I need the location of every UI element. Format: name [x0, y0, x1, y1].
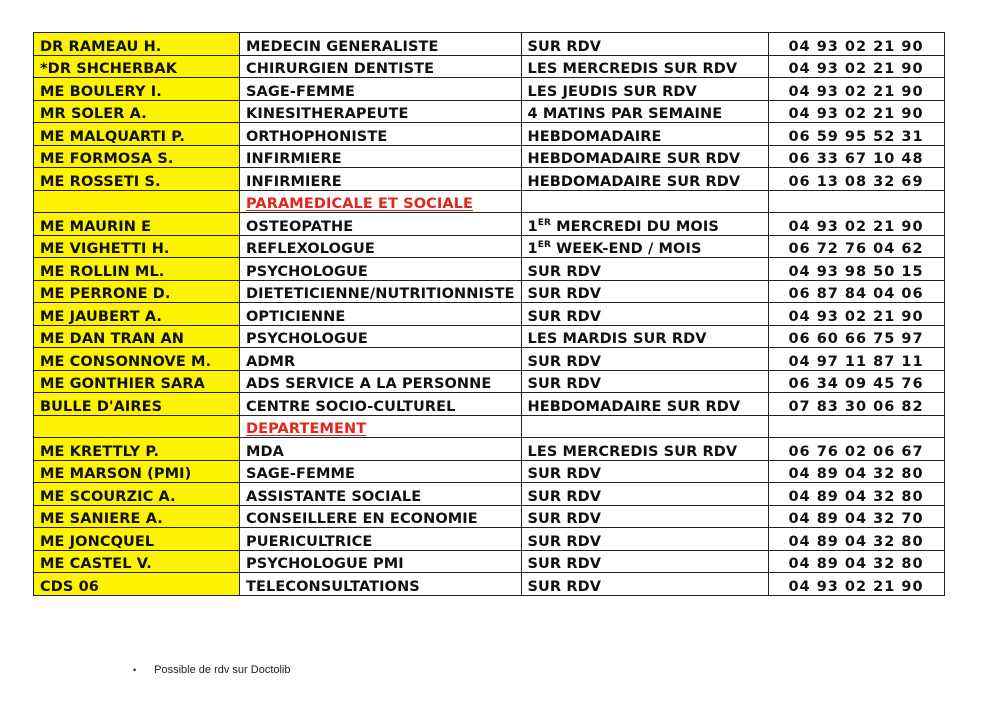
phone-cell: 04 93 02 21 90 [768, 55, 944, 78]
table-row [34, 303, 945, 326]
role-cell: REFLEXOLOGUE [240, 235, 522, 258]
role-cell: SAGE-FEMME [240, 460, 522, 483]
schedule-cell [521, 550, 768, 573]
schedule-text: 4 MATINS PAR SEMAINE [527, 106, 723, 122]
phone-cell: 04 89 04 32 80 [768, 483, 944, 506]
schedule-cell [521, 280, 768, 303]
schedule-text: SUR RDV [527, 511, 602, 527]
table-row [34, 505, 945, 528]
phone-cell: 04 93 02 21 90 [768, 78, 944, 101]
schedule-cell [521, 460, 768, 483]
role-cell: ADMR [240, 348, 522, 371]
schedule-text: SUR RDV [527, 353, 602, 370]
role-cell: PSYCHOLOGUE [240, 325, 522, 348]
schedule-cell [521, 438, 768, 461]
role-cell: TELECONSULTATIONS [240, 573, 522, 596]
role-cell: PUERICULTRICE [240, 528, 522, 551]
name-cell [34, 415, 240, 438]
role-cell: INFIRMIERE [240, 145, 522, 168]
footnote [133, 664, 291, 676]
name-cell: CDS 06 [34, 573, 240, 596]
schedule-text: HEBDOMADAIRE SUR RDV [527, 173, 741, 190]
name-cell: ME ROLLIN ML. [34, 258, 240, 281]
table-row [34, 168, 945, 191]
table-row [34, 438, 945, 461]
schedule-text: SUR RDV [527, 578, 602, 595]
schedule-text: SUR RDV [527, 308, 602, 325]
name-cell: ME BOULERY I. [34, 78, 240, 101]
schedule-cell [521, 348, 768, 371]
role-cell: CENTRE SOCIO-CULTUREL [240, 393, 522, 416]
schedule-ordinal-suffix: ER [537, 217, 551, 228]
table-row [34, 33, 945, 56]
schedule-cell [521, 100, 768, 123]
schedule-text: LES MERCREDIS SUR RDV [527, 61, 738, 77]
name-cell: ME DAN TRAN AN [34, 325, 240, 348]
phone-cell: 06 59 95 52 31 [768, 123, 944, 146]
name-cell [34, 190, 240, 213]
role-cell: ASSISTANTE SOCIALE [240, 483, 522, 506]
schedule-cell [521, 393, 768, 416]
name-cell: ME KRETTLY P. [34, 438, 240, 461]
schedule-cell [521, 415, 768, 438]
role-cell: OSTEOPATHE [240, 213, 522, 236]
schedule-cell [521, 303, 768, 326]
phone-cell: 06 87 84 04 06 [768, 280, 944, 303]
schedule-text: SUR RDV [527, 38, 602, 55]
phone-cell: 04 89 04 32 80 [768, 460, 944, 483]
role-cell: ORTHOPHONISTE [240, 123, 522, 146]
schedule-text: LES MARDIS SUR RDV [527, 331, 707, 347]
schedule-text: SUR RDV [527, 466, 602, 482]
table-row [34, 78, 945, 101]
table-row [34, 258, 945, 281]
role-cell: SAGE-FEMME [240, 78, 522, 101]
name-cell: ME SCOURZIC A. [34, 483, 240, 506]
phone-cell: 04 93 02 21 90 [768, 303, 944, 326]
section-heading: PARAMEDICALE ET SOCIALE [240, 190, 522, 213]
schedule-cell [521, 123, 768, 146]
name-cell: DR RAMEAU H. [34, 33, 240, 56]
section-row [34, 415, 945, 438]
schedule-text: MERCREDI DU MOIS [551, 218, 719, 235]
schedule-text: WEEK-END / MOIS [551, 241, 702, 257]
table-row [34, 213, 945, 236]
role-cell: CHIRURGIEN DENTISTE [240, 55, 522, 78]
phone-cell: 04 89 04 32 70 [768, 505, 944, 528]
phone-cell: 06 76 02 06 67 [768, 438, 944, 461]
name-cell: ME CONSONNOVE M. [34, 348, 240, 371]
schedule-cell [521, 145, 768, 168]
name-cell: BULLE D'AIRES [34, 393, 240, 416]
phone-cell: 04 89 04 32 80 [768, 528, 944, 551]
name-cell: ME MARSON (PMI) [34, 460, 240, 483]
table-row [34, 100, 945, 123]
schedule-cell [521, 33, 768, 56]
schedule-cell [521, 573, 768, 596]
phone-cell: 06 34 09 45 76 [768, 370, 944, 393]
role-cell: ADS SERVICE A LA PERSONNE [240, 370, 522, 393]
schedule-text: LES JEUDIS SUR RDV [527, 83, 697, 100]
role-cell: PSYCHOLOGUE PMI [240, 550, 522, 573]
table-row [34, 325, 945, 348]
section-row [34, 190, 945, 213]
table-row [34, 573, 945, 596]
phone-cell [768, 415, 944, 438]
name-cell: ME PERRONE D. [34, 280, 240, 303]
name-cell: ME JONCQUEL [34, 528, 240, 551]
phone-cell: 06 60 66 75 97 [768, 325, 944, 348]
schedule-cell [521, 190, 768, 213]
schedule-cell [521, 258, 768, 281]
schedule-cell [521, 528, 768, 551]
role-cell: PSYCHOLOGUE [240, 258, 522, 281]
table-row [34, 370, 945, 393]
schedule-cell [521, 370, 768, 393]
name-cell: ME VIGHETTI H. [34, 235, 240, 258]
phone-cell: 06 33 67 10 48 [768, 145, 944, 168]
schedule-text: SUR RDV [527, 263, 602, 280]
schedule-ordinal-suffix: ER [537, 240, 551, 251]
table-row [34, 528, 945, 551]
name-cell: ME ROSSETI S. [34, 168, 240, 191]
schedule-cell [521, 55, 768, 78]
name-cell: ME MALQUARTI P. [34, 123, 240, 146]
directory-table [33, 32, 945, 596]
directory-rows [34, 33, 945, 596]
schedule-text: HEBDOMADAIRE [527, 128, 662, 145]
schedule-cell [521, 168, 768, 191]
phone-cell: 04 93 02 21 90 [768, 213, 944, 236]
phone-cell [768, 190, 944, 213]
table-row [34, 550, 945, 573]
table-row [34, 280, 945, 303]
schedule-text: HEBDOMADAIRE SUR RDV [527, 398, 741, 415]
table-row [34, 123, 945, 146]
phone-cell: 04 97 11 87 11 [768, 348, 944, 371]
schedule-text: SUR RDV [527, 533, 602, 550]
schedule-cell [521, 325, 768, 348]
phone-cell: 04 93 02 21 90 [768, 100, 944, 123]
name-cell: MR SOLER A. [34, 100, 240, 123]
role-cell: KINESITHERAPEUTE [240, 100, 522, 123]
phone-cell: 04 93 02 21 90 [768, 33, 944, 56]
section-heading: DEPARTEMENT [240, 415, 522, 438]
schedule-cell [521, 483, 768, 506]
role-cell: OPTICIENNE [240, 303, 522, 326]
name-cell: ME SANIERE A. [34, 505, 240, 528]
phone-cell: 06 72 76 04 62 [768, 235, 944, 258]
role-cell: MDA [240, 438, 522, 461]
phone-cell: 04 93 98 50 15 [768, 258, 944, 281]
schedule-ordinal: 1 [527, 218, 538, 235]
table-row [34, 393, 945, 416]
name-cell: *DR SHCHERBAK [34, 55, 240, 78]
name-cell: ME CASTEL V. [34, 550, 240, 573]
schedule-text: SUR RDV [527, 556, 602, 572]
role-cell: CONSEILLERE EN ECONOMIE [240, 505, 522, 528]
table-row [34, 348, 945, 371]
phone-cell: 04 89 04 32 80 [768, 550, 944, 573]
table-row [34, 235, 945, 258]
schedule-cell [521, 235, 768, 258]
phone-cell: 07 83 30 06 82 [768, 393, 944, 416]
table-row [34, 483, 945, 506]
schedule-text: SUR RDV [527, 488, 602, 505]
table-row [34, 460, 945, 483]
schedule-ordinal: 1 [527, 241, 538, 257]
role-cell: INFIRMIERE [240, 168, 522, 191]
phone-cell: 04 93 02 21 90 [768, 573, 944, 596]
table-row [34, 55, 945, 78]
table-row [34, 145, 945, 168]
footnote-text: Possible de rdv sur Doctolib [154, 664, 291, 676]
schedule-text: SUR RDV [527, 286, 602, 302]
schedule-cell [521, 78, 768, 101]
phone-cell: 06 13 08 32 69 [768, 168, 944, 191]
schedule-text: LES MERCREDIS SUR RDV [527, 443, 738, 460]
bullet-icon: • [133, 665, 137, 675]
name-cell: ME JAUBERT A. [34, 303, 240, 326]
schedule-text: SUR RDV [527, 376, 602, 392]
name-cell: ME GONTHIER SARA [34, 370, 240, 393]
name-cell: ME MAURIN E [34, 213, 240, 236]
role-cell: MEDECIN GENERALISTE [240, 33, 522, 56]
role-cell: DIETETICIENNE/NUTRITIONNISTE [240, 280, 522, 303]
schedule-cell [521, 213, 768, 236]
name-cell: ME FORMOSA S. [34, 145, 240, 168]
schedule-cell [521, 505, 768, 528]
schedule-text: HEBDOMADAIRE SUR RDV [527, 151, 741, 167]
